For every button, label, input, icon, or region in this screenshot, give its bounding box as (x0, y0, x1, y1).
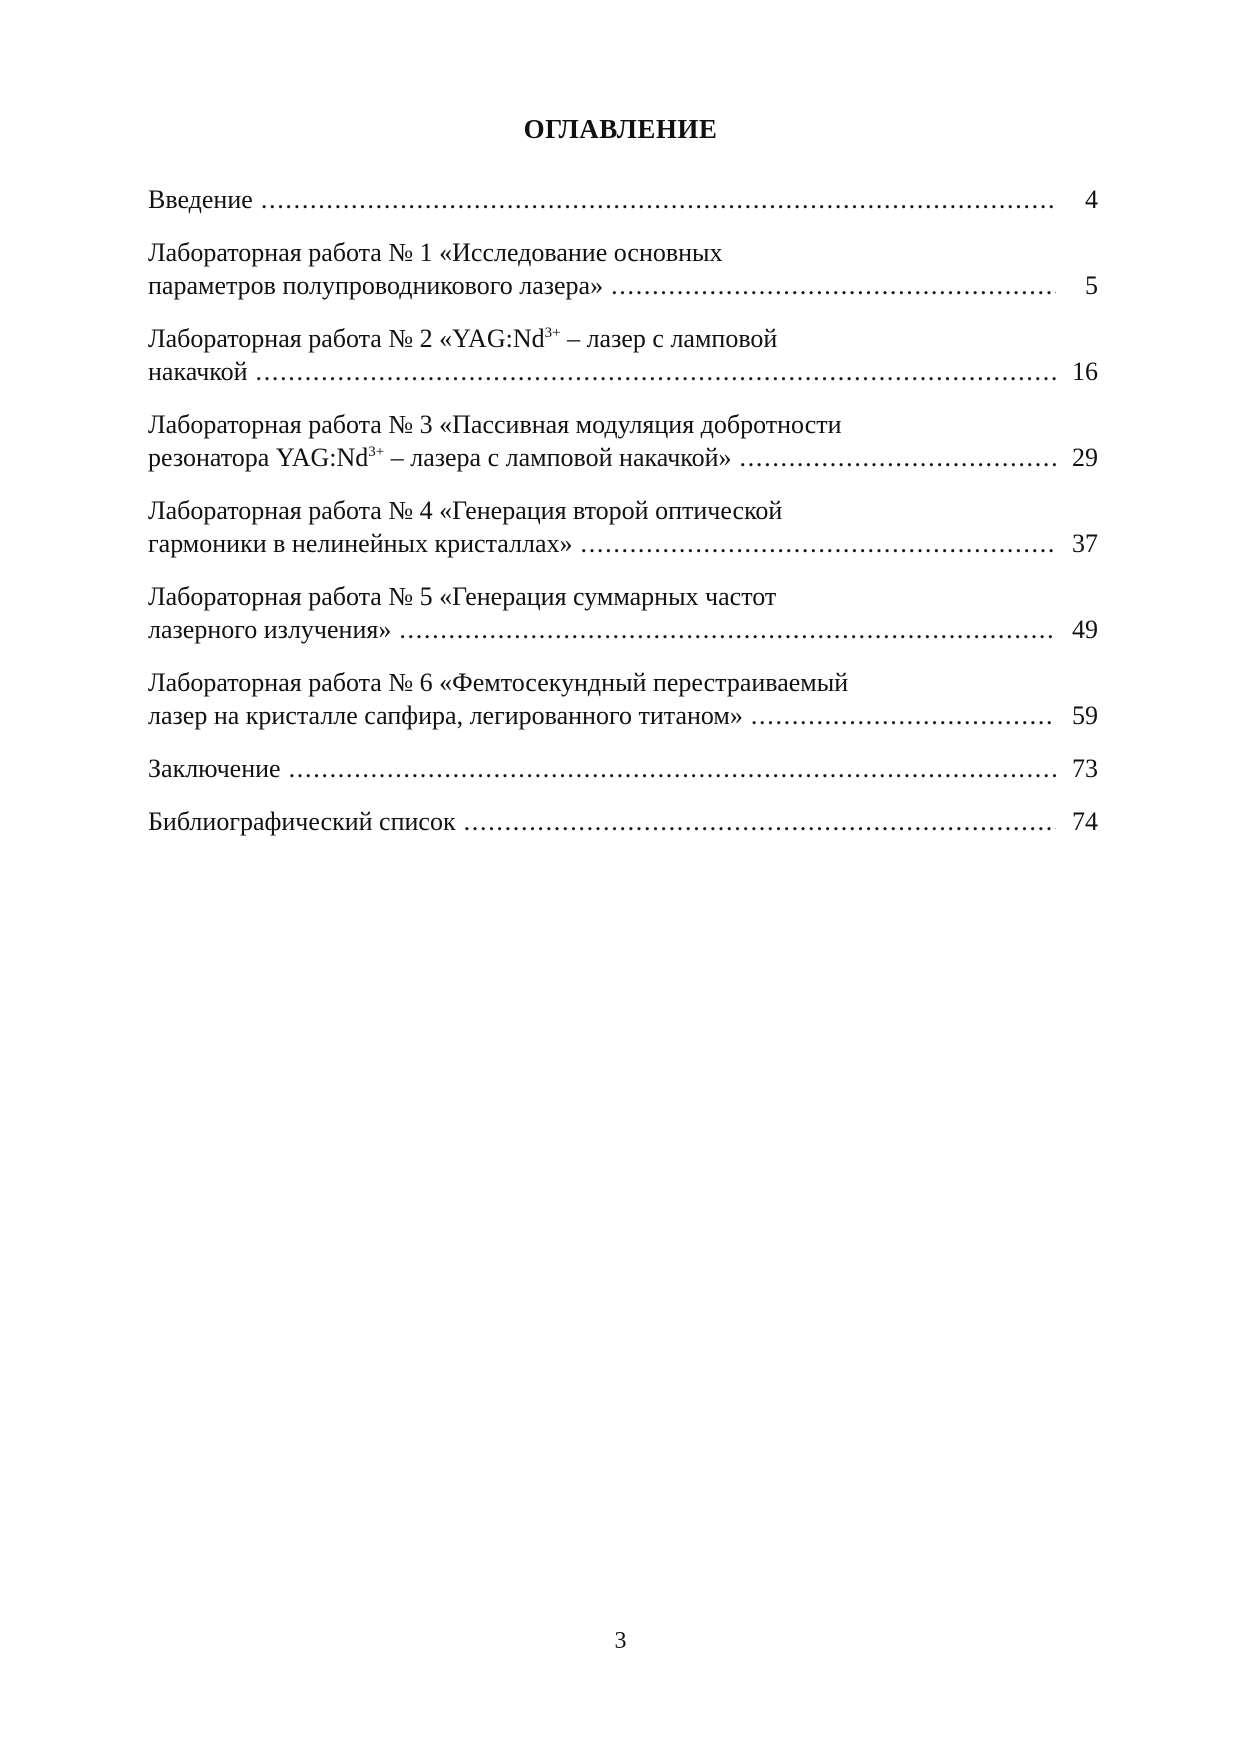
dot-leader (289, 752, 1056, 785)
toc-entry-page: 59 (1072, 701, 1098, 730)
toc-entry-page: 16 (1072, 357, 1098, 386)
dot-leader (399, 613, 1056, 646)
toc-entry-title-line2: лазерного излучения» (148, 615, 392, 644)
title-part: Лабораторная работа № 2 «YAG:Nd (148, 324, 545, 353)
toc-entry-title: Введение (148, 185, 253, 214)
toc-entry-page: 4 (1085, 185, 1098, 214)
page-number: 3 (614, 1628, 627, 1654)
toc-entry-page: 5 (1085, 271, 1098, 300)
toc-entry-title-line2: гармоники в нелинейных кристаллах» (148, 529, 573, 558)
toc-entry-title-line2: накачкой (148, 357, 248, 386)
toc-entry-introduction[interactable] (148, 183, 1098, 216)
toc-entry-title-line2: параметров полупроводникового лазера» (148, 271, 604, 300)
toc-entry-lab-1[interactable] (148, 236, 1098, 302)
toc-entry-page: 29 (1072, 443, 1098, 472)
toc-entry-page: 74 (1072, 807, 1098, 836)
toc-entry-lab-4[interactable] (148, 494, 1098, 560)
toc-entry-lab-3[interactable] (148, 408, 1098, 474)
table-of-contents (148, 183, 1098, 858)
superscript-charge: 3+ (544, 325, 561, 341)
toc-entry-title-line1: Лабораторная работа № 4 «Генерация второй оптической (148, 496, 783, 525)
dot-leader (740, 441, 1056, 474)
toc-entry-title-line1: Лабораторная работа № 5 «Генерация суммарных частот (148, 582, 777, 611)
title-part: – лазер с ламповой (560, 324, 778, 353)
dot-leader (261, 183, 1056, 216)
toc-entry-title-line2 (148, 441, 740, 474)
toc-entry-lab-2[interactable] (148, 322, 1098, 388)
toc-entry-bibliography[interactable] (148, 805, 1098, 838)
dot-leader (751, 699, 1056, 732)
toc-entry-lab-6[interactable] (148, 666, 1098, 732)
title-part: – лазера с ламповой накачкой» (384, 443, 732, 472)
toc-entry-title-line1: Лабораторная работа № 3 «Пассивная модуляция добротности (148, 410, 842, 439)
toc-entry-title-line2: лазер на кристалле сапфира, легированного титаном» (148, 701, 743, 730)
toc-entry-title: Библиографический список (148, 807, 456, 836)
dot-leader (581, 527, 1056, 560)
toc-entry-title: Заключение (148, 754, 281, 783)
toc-entry-title-line1: Лабораторная работа № 6 «Фемтосекундный перестраиваемый (148, 668, 849, 697)
title-part: резонатора YAG:Nd (148, 443, 369, 472)
toc-entry-page: 73 (1072, 754, 1098, 783)
dot-leader (611, 269, 1056, 302)
dot-leader (256, 355, 1057, 388)
dot-leader (464, 805, 1056, 838)
toc-entry-title-line1: Лабораторная работа № 1 «Исследование основных (148, 238, 723, 267)
toc-entry-lab-5[interactable] (148, 580, 1098, 646)
toc-entry-page: 37 (1072, 529, 1098, 558)
toc-entry-page: 49 (1072, 615, 1098, 644)
toc-entry-title-line1 (148, 322, 1098, 355)
superscript-charge: 3+ (368, 444, 385, 460)
toc-title: ОГЛАВЛЕНИЕ (523, 114, 718, 144)
toc-entry-conclusion[interactable] (148, 752, 1098, 785)
